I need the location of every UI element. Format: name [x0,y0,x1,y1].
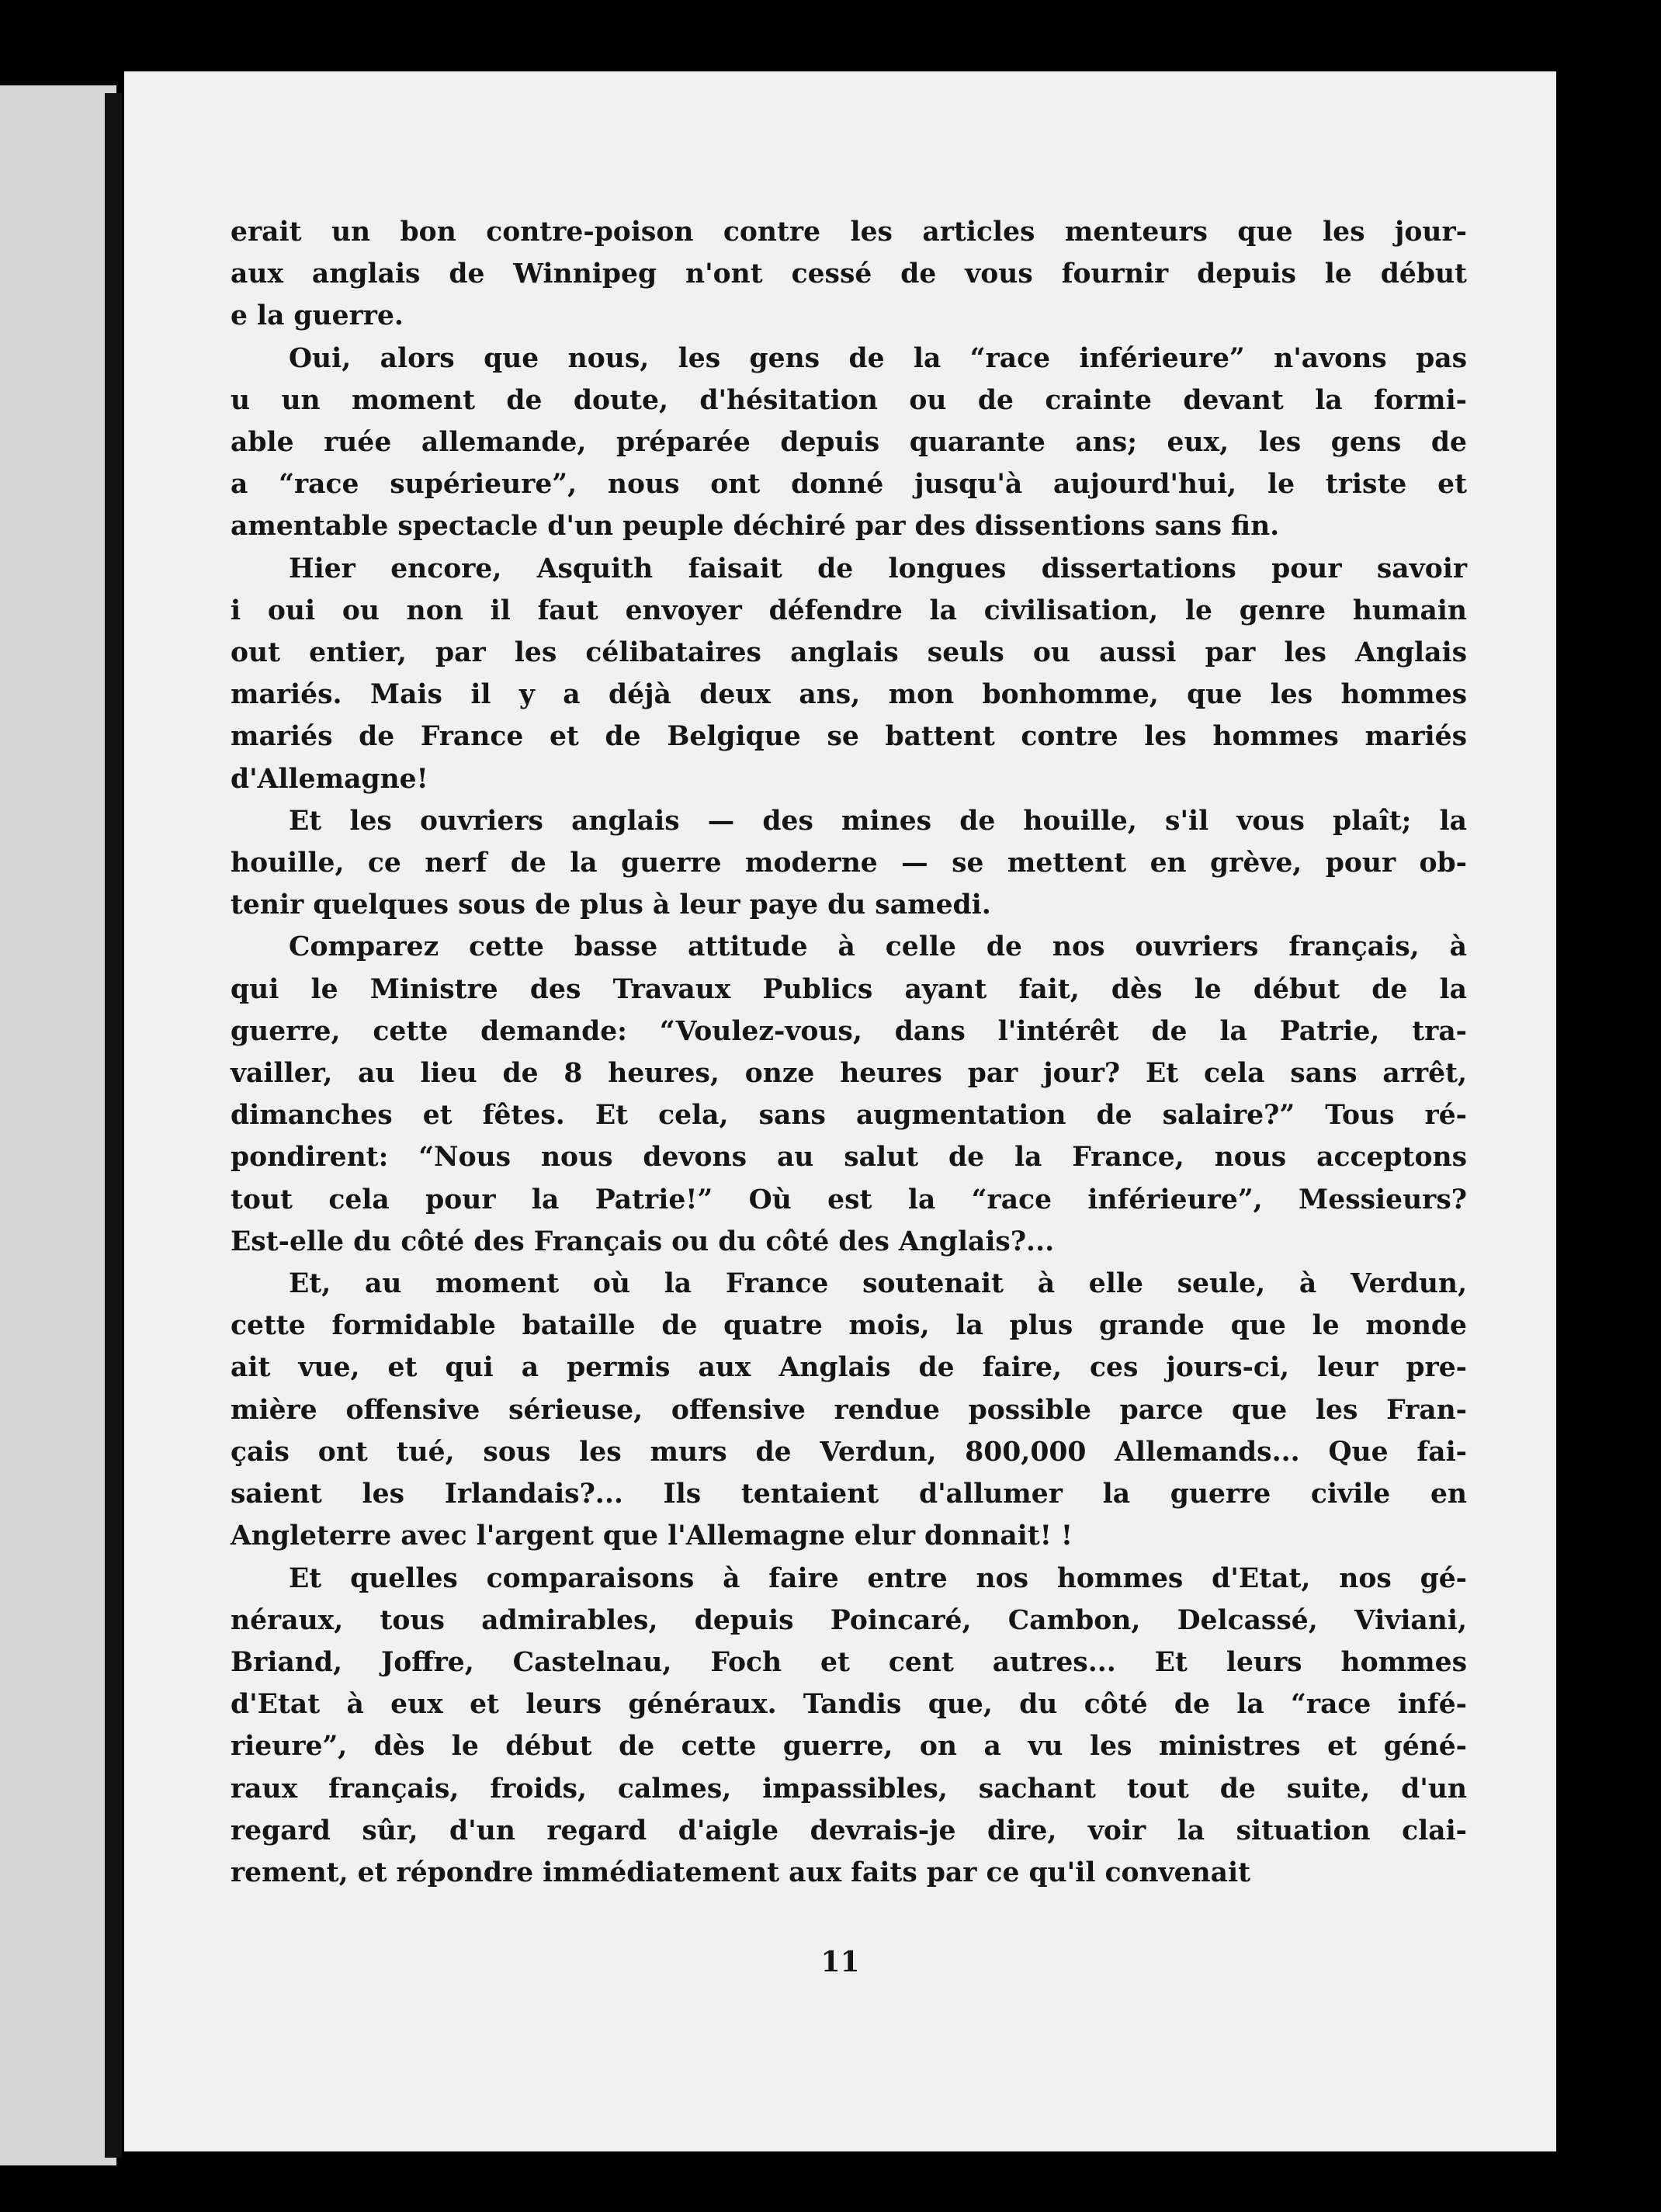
text-line: rieure”, dès le début de cette guerre, on a vu les ministres et géné- [231,1731,1467,1763]
paragraph [231,338,1467,548]
paragraph [231,548,1467,800]
text-line: Et, au moment où la France soutenait à elle seule, à Verdun, [289,1268,1467,1300]
text-line: Et quelles comparaisons à faire entre nos hommes d'Etat, nos gé- [289,1562,1467,1594]
text-line: mière offensive sérieuse, offensive rendue possible parce que les Fran- [231,1394,1467,1426]
book-spine-shadow [105,93,122,2158]
text-line: rement, et répondre immédiatement aux faits par ce qu'il convenait [231,1857,1251,1888]
text-line: pondirent: “Nous nous devons au salut de la France, nous acceptons [231,1142,1467,1174]
text-line: erait un bon contre-poison contre les articles menteurs que les jour- [231,217,1467,248]
paragraph [231,1558,1467,1895]
text-line: d'Allemagne! [231,763,428,795]
text-line: mariés de France et de Belgique se battent contre les hommes mariés [231,721,1467,753]
text-line: out entier, par les célibataires anglais seuls ou aussi par les Anglais [231,637,1467,669]
page-number: 11 [820,1946,860,1978]
text-line: tenir quelques sous de plus à leur paye du samedi. [231,889,991,921]
text-line: vailler, au lieu de 8 heures, onze heures par jour? Et cela sans arrêt, [231,1058,1467,1090]
text-line: aux anglais de Winnipeg n'ont cessé de vous fournir depuis le début [231,258,1467,290]
paragraph [231,800,1467,927]
paragraph [231,926,1467,1263]
text-line: i oui ou non il faut envoyer défendre la civilisation, le genre humain [231,595,1467,626]
text-line: u un moment de doute, d'hésitation ou de crainte devant la formi- [231,384,1467,416]
text-line: Oui, alors que nous, les gens de la “race inférieure” n'avons pas [289,342,1467,374]
text-line: d'Etat à eux et leurs généraux. Tandis que, du côté de la “race infé- [231,1689,1467,1721]
page-text [231,211,1467,1894]
text-line: able ruée allemande, préparée depuis quarante ans; eux, les gens de [231,427,1467,459]
text-line: regard sûr, d'un regard d'aigle devrais-je dire, voir la situation clai- [231,1815,1467,1846]
text-line: Hier encore, Asquith faisait de longues dissertations pour savoir [289,553,1467,584]
text-line: Est-elle du côté des Français ou du côté des Anglais?... [231,1226,1055,1257]
text-line: tout cela pour la Patrie!” Où est la “race inférieure”, Messieurs? [231,1184,1467,1215]
text-line: guerre, cette demande: “Voulez-vous, dans l'intérêt de la Patrie, tra- [231,1015,1467,1047]
text-line: mariés. Mais il y a déjà deux ans, mon bonhomme, que les hommes [231,679,1467,711]
text-line: dimanches et fêtes. Et cela, sans augmentation de salaire?” Tous ré- [231,1100,1467,1132]
paragraph [231,1263,1467,1557]
book-page [124,71,1556,2151]
text-line: Briand, Joffre, Castelnau, Foch et cent autres... Et leurs hommes [231,1646,1467,1678]
text-line: Et les ouvriers anglais — des mines de houille, s'il vous plaît; la [289,805,1467,837]
text-line: cette formidable bataille de quatre mois, la plus grande que le monde [231,1310,1467,1342]
left-page-margin [0,85,116,2165]
text-line: raux français, froids, calmes, impassibles, sachant tout de suite, d'un [231,1773,1467,1805]
text-line: ait vue, et qui a permis aux Anglais de faire, ces jours-ci, leur pre- [231,1352,1467,1384]
text-line: néraux, tous admirables, depuis Poincaré, Cambon, Delcassé, Viviani, [231,1604,1467,1636]
text-line: houille, ce nerf de la guerre moderne — se mettent en grève, pour ob- [231,848,1467,879]
text-line: qui le Ministre des Travaux Publics ayant fait, dès le début de la [231,973,1467,1005]
paragraph [231,211,1467,338]
text-line: Comparez cette basse attitude à celle de nos ouvriers français, à [289,931,1467,963]
text-line: a “race supérieure”, nous ont donné jusqu'à aujourd'hui, le triste et [231,469,1467,501]
text-line: amentable spectacle d'un peuple déchiré par des dissentions sans fin. [231,511,1280,543]
text-line: e la guerre. [231,300,404,332]
text-line: çais ont tué, sous les murs de Verdun, 800,000 Allemands... Que fai- [231,1436,1467,1468]
text-line: Angleterre avec l'argent que l'Allemagne elur donnait! ! [231,1520,1073,1552]
text-line: saient les Irlandais?... Ils tentaient d'allumer la guerre civile en [231,1479,1467,1510]
